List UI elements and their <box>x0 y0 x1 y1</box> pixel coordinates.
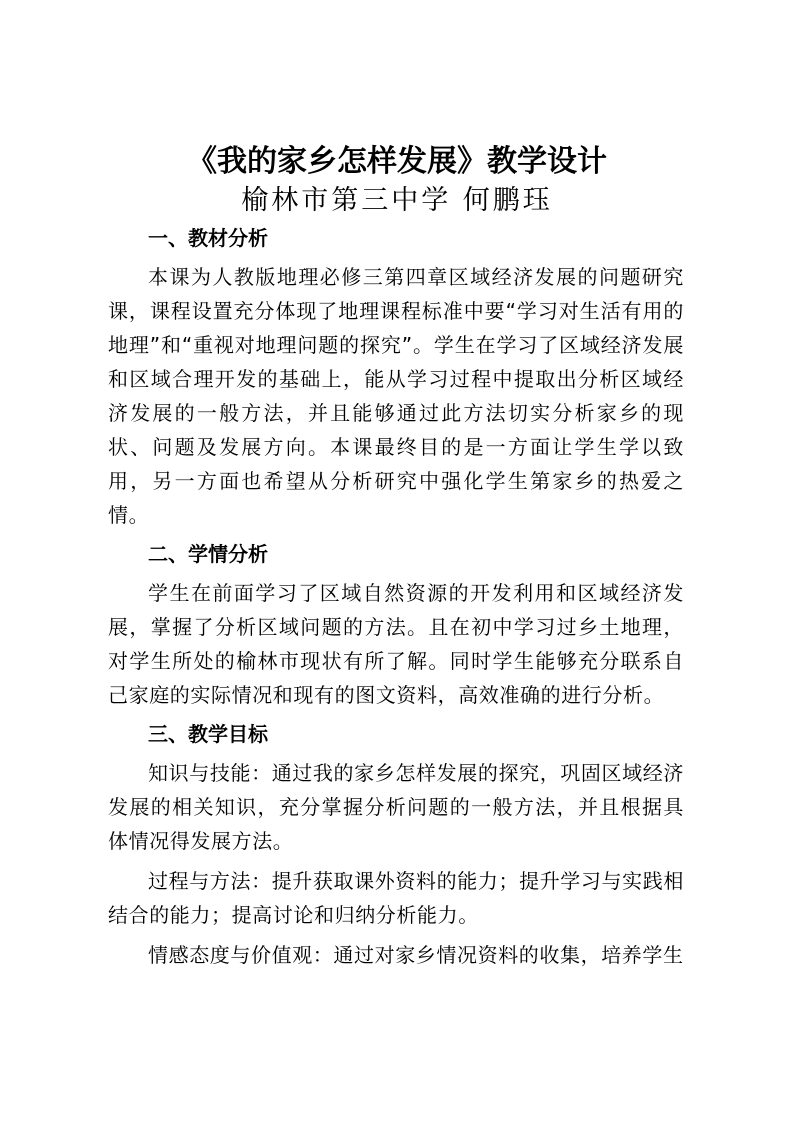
objective-knowledge-skills: 知识与技能：通过我的家乡怎样发展的探究，巩固区域经济发展的相关知识，充分掌握分析问题的一般方法，并且根据具体情况得发展方法。 <box>108 761 684 853</box>
section-heading-teaching-objectives: 三、教学目标 <box>148 722 268 746</box>
objective-emotion-values: 情感态度与价值观：通过对家乡情况资料的收集，培养学生 <box>148 943 684 967</box>
section-paragraph: 本课为人教版地理必修三第四章区域经济发展的问题研究课，课程设置充分体现了地理课程标准中要“学习对生活有用的地理”和“重视对地理问题的探究”。学生在学习了区域经济发展和区域合理开发的基础上，能从学习过程中提取出分析区域经济发展的一般方法，并且能够通过此方法切实分析家乡的现状、问题及发展方向。本课最终目的是一方面让学生学以致用，另一方面也希望从分析研究中强化学生第家乡的热爱之情。 <box>108 265 684 527</box>
objective-process-methods: 过程与方法：提升获取课外资料的能力；提升学习与实践相结合的能力；提高讨论和归纳分析能力。 <box>108 869 684 927</box>
section-heading-student-analysis: 二、学情分析 <box>148 542 268 566</box>
section-heading-textbook-analysis: 一、教材分析 <box>148 226 268 250</box>
document-title: 《我的家乡怎样发展》教学设计 <box>187 144 607 179</box>
document-body <box>108 220 684 972</box>
document-subtitle: 榆林市第三中学 何鹏珏 <box>241 185 553 216</box>
section-paragraph: 学生在前面学习了区域自然资源的开发利用和区域经济发展，掌握了分析区域问题的方法。且在初中学习过乡土地理，对学生所处的榆林市现状有所了解。同时学生能够充分联系自己家庭的实际情况和现有的图文资料，高效准确的进行分析。 <box>108 581 684 707</box>
